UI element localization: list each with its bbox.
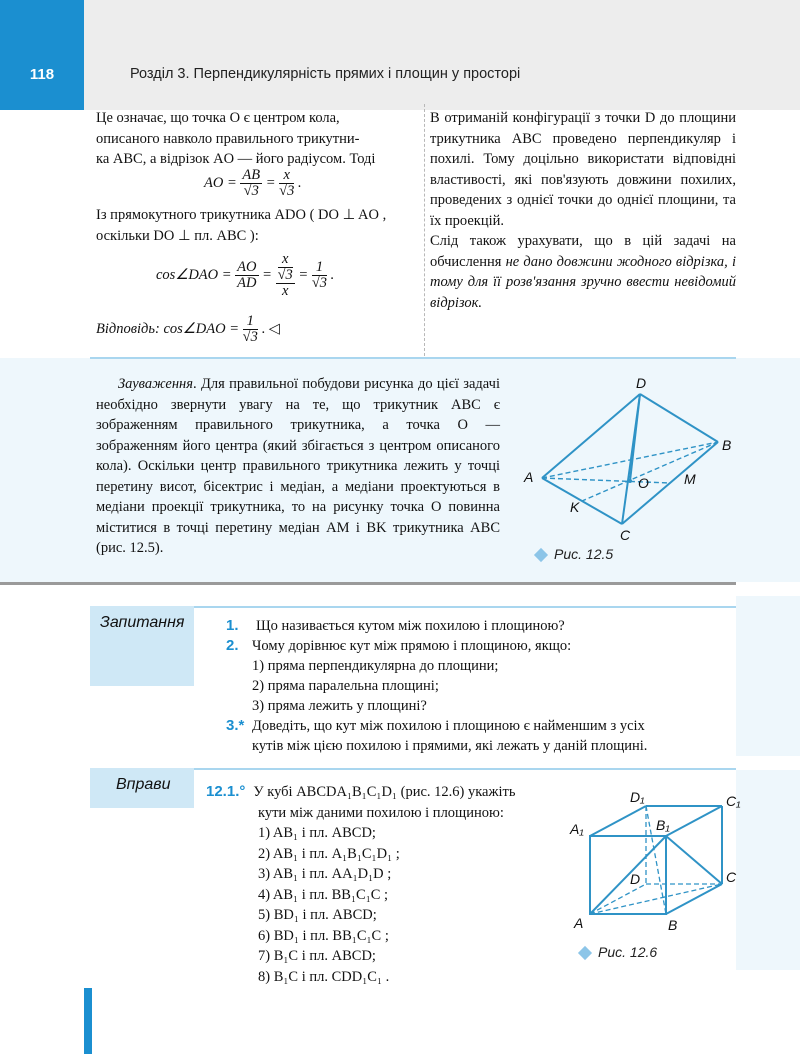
edge-ad — [590, 884, 646, 914]
label-a: A — [524, 469, 534, 485]
figure-12-6-caption: Рис. 12.6 — [580, 944, 657, 960]
figure-12-6 — [566, 786, 746, 936]
question-item: 1. Що називається кутом між похилою і площиною? — [226, 617, 565, 634]
right-paragraph: В отриманій конфігурації з точки D до площини трикутника ABC проведено перпендикуляр і похилі. Тому доцільно використати відповідні властивості, які пов'язують довжини похилих, проведених з однієї точки до однієї площини, та їх проекцій. — [430, 110, 736, 229]
chapter-title: Розділ 3. Перпендикулярність прямих і площин у просторі — [130, 66, 521, 82]
median-bk — [582, 442, 718, 501]
edge-ad — [542, 394, 640, 478]
left-line: Із прямокутного трикутника ADO ( DO ⊥ AO , — [96, 207, 387, 223]
label-b: B — [668, 917, 678, 933]
equation-ao: AO = $\frac{AB}{√3}$ = $\frac{x}{√3}$ . — [204, 167, 302, 199]
left-line: ка ABC, а відрізок AO — його радіусом. Тоді — [96, 151, 376, 167]
label-o: O — [638, 475, 649, 491]
figure-12-5-caption: Рис. 12.5 — [536, 546, 613, 562]
left-line: описаного навколо правильного трикутни- — [96, 130, 360, 147]
label-a: A — [574, 915, 584, 931]
edge-db — [640, 394, 718, 442]
label-c: C — [726, 869, 737, 885]
questions-side-bg — [736, 596, 800, 756]
left-column-2 — [96, 205, 414, 246]
questions-list — [226, 616, 738, 756]
answer: Відповідь: cos∠DAO = $\frac{1}{√3}$ . ◁ — [96, 313, 280, 345]
label-b1: B₁ — [656, 817, 670, 833]
label-k: K — [570, 499, 580, 515]
end-mark: ◁ — [268, 320, 280, 337]
label-b: B — [722, 437, 732, 453]
exercise-items: 1) AB₁ і пл. ABCD; 2) AB₁ і пл. A₁B₁C₁D₁ ; 3) AB₁ і пл. AA₁D₁D ; 4) AB₁ і пл. BB₁C₁C ; 5) BD₁ і пл. ABCD; 6) BD₁ і пл. BB₁C₁C ; 7) B₁C і пл. ABCD; 8) B₁C і пл. CDD₁C₁ . — [258, 825, 400, 985]
header-band — [0, 0, 800, 110]
left-line: Це означає, що точка O є центром кола, — [96, 110, 340, 126]
figure-12-5 — [520, 372, 750, 544]
median-am — [542, 478, 670, 483]
exercise-12-1: 12.1.° У кубі ABCDA₁B₁C₁D₁ (рис. 12.6) укажіть кути між даними похилою і площиною: 1) AB₁ і пл. ABCD; 2) AB₁ і пл. A₁B₁C₁D₁ ; 3) AB₁ і пл. AA₁D₁D ; 4) AB₁ і пл. BB₁C₁C ; 5) BD₁ і пл. ABCD; 6) BD₁ і пл. BB₁C₁C ; 7) B₁C і пл. ABCD; 8) B₁C і пл. CDD₁C₁ . — [206, 782, 515, 987]
right-paragraph-2: Слід також урахувати, що в цій задачі на обчислення не дано довжини жодного відрізка, і тому для її розв'язання зручно ввести невідомий відрізок. — [430, 233, 736, 311]
edge-b1c1 — [666, 806, 722, 836]
remark-text: Зауваження. Для правильної побудови рисунка до цієї задачі необхідно звернути увагу на те, що трикутник ABC є зображенням правильного трикутника, а точка O — зображенням його центра (який збігається з центром описаного кола). Оскільки центр правильного трикутника лежить у точці перетину висот, бісектрис і медіан, а медіани проектуються в медіани проекції трикутника, то на рисунку точка O повинна міститися в точці перетину медіан AM і BK трикутника ABC (рис. 12.5). — [96, 376, 500, 556]
label-d: D — [630, 871, 641, 887]
left-accent-bar — [84, 988, 92, 1054]
page-number: 118 — [29, 66, 55, 83]
label-c: C — [620, 527, 631, 543]
right-column — [430, 108, 736, 313]
page-number-box — [0, 0, 84, 110]
question-item: 3.* Доведіть, що кут між похилою і площиною є найменшим з усіх кутів між цією похилою і прямими, які лежать у даній площині. — [226, 717, 648, 754]
height-do — [630, 394, 640, 481]
diag-ac — [590, 884, 722, 914]
label-c1: C₁ — [726, 793, 741, 809]
diamond-icon — [534, 548, 548, 562]
exercises-tab-label: Вправи — [116, 776, 171, 793]
column-divider — [424, 104, 425, 356]
label-a1: A₁ — [570, 821, 584, 837]
diag-ab1 — [590, 836, 666, 914]
diag-b1c — [666, 836, 722, 884]
edge-a1d1 — [590, 806, 646, 836]
section-rule — [0, 582, 736, 585]
questions-tab-label: Запитання — [100, 614, 185, 631]
questions-rule — [194, 606, 736, 608]
left-line: оскільки DO ⊥ пл. ABC ): — [96, 227, 259, 244]
equation-cos: cos∠DAO = $\frac{AO}{AD}$ = $\frac{\frac{x}{√3}}{x}$ = $\frac{1}{√3}$ . — [156, 251, 335, 299]
label-m: M — [684, 471, 696, 487]
diamond-icon — [578, 946, 592, 960]
exercises-rule — [194, 768, 736, 770]
label-d1: D₁ — [630, 789, 645, 805]
question-item: 2. Чому дорівнює кут між прямою і площиною, якщо: 1) пряма перпендикулярна до площини; 2) пряма паралельна площині; 3) пряма лежить у площині? — [226, 637, 572, 714]
edge-bc — [666, 884, 722, 914]
remark-top-rule — [90, 357, 736, 359]
left-column — [96, 108, 414, 170]
point-o — [628, 479, 632, 483]
label-d: D — [636, 375, 647, 391]
